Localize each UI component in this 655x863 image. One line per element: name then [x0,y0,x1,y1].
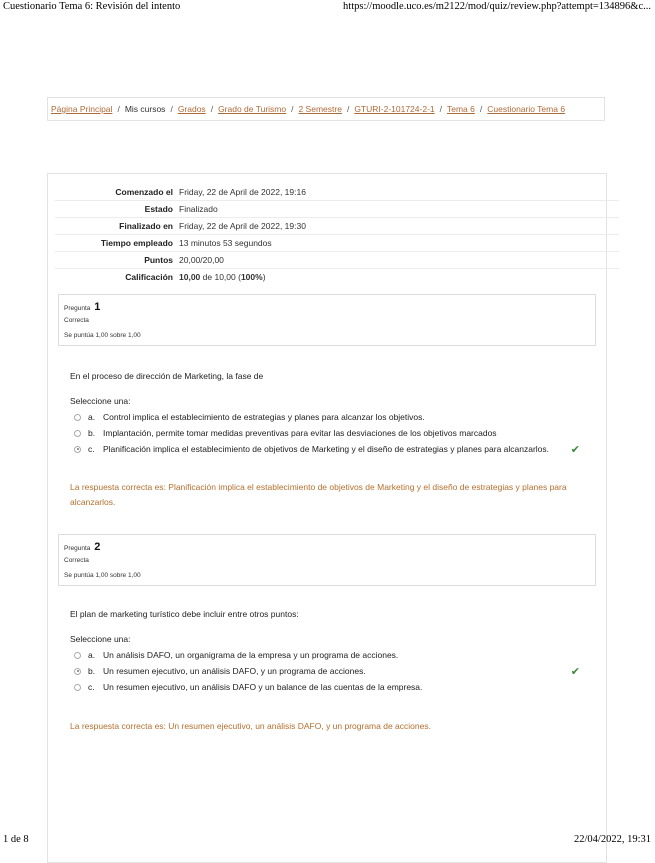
print-header [0,0,655,14]
grade-close: ) [262,272,266,282]
answer-option-a[interactable] [74,410,594,424]
option-letter: b. [88,428,96,438]
option-text: Un resumen ejecutivo, un análisis DAFO, y un programa de acciones. [103,666,366,676]
summary-label: Calificación [125,272,173,282]
summary-value: Friday, 22 de April de 2022, 19:16 [179,187,306,197]
summary-row-points [55,252,619,269]
option-letter: b. [88,666,96,676]
question-info-1 [58,294,596,346]
summary-row-started [55,184,619,201]
option-text: Control implica el establecimiento de estrategias y planes para alcanzar los objetivos. [103,412,425,422]
breadcrumb-grados-link[interactable]: Grados [177,104,206,114]
option-text: Implantación, permite tomar medidas preventivas para evitar las desviaciones de los objetivos marcados [103,428,497,438]
summary-value: Finalizado [179,204,218,214]
question-number: Pregunta 1 [64,301,101,313]
breadcrumb-grado-link[interactable]: Grado de Turismo [218,104,287,114]
summary-value: 20,00/20,00 [179,255,224,265]
answer-option-c[interactable] [74,442,594,456]
summary-value: 13 minutos 53 segundos [179,238,272,248]
breadcrumb-my-courses: Mis cursos [124,104,166,114]
correct-answer-feedback: La respuesta correcta es: Planificación implica el establecimiento de objetivos de Marketing y el diseño de estrategias y planes para alcanzarlos. [70,482,567,507]
summary-label: Comenzado el [115,187,173,197]
print-title: Cuestionario Tema 6: Revisión del intento [3,1,181,12]
summary-row-finished [55,218,619,235]
summary-label: Finalizado en [119,221,173,231]
radio-button[interactable] [74,652,81,659]
option-letter: c. [88,682,95,692]
breadcrumb-separator: / [439,104,442,114]
summary-label: Estado [144,204,173,214]
breadcrumb-tema-link[interactable]: Tema 6 [447,104,475,114]
question-grade: Se puntúa 1,00 sobre 1,00 [64,332,141,339]
radio-button[interactable] [74,414,81,421]
print-footer [0,834,655,848]
option-letter: a. [88,412,96,422]
attempt-summary-table [55,184,619,285]
breadcrumb-home-link[interactable]: Página Principal [51,104,113,114]
correct-check-icon: ✔ [570,665,580,678]
answer-option-a[interactable] [74,648,594,662]
question-text: El plan de marketing turístico debe incluir entre otros puntos: [70,609,299,619]
option-text: Planificación implica el establecimiento de objetivos de Marketing y el diseño de estrategias y planes para alcanzarlos. [103,444,550,454]
question-text: En el proceso de dirección de Marketing, la fase de [70,371,264,381]
breadcrumb-separator: / [291,104,294,114]
radio-button-selected[interactable] [74,668,81,675]
summary-row-grade [55,269,619,286]
summary-value: Friday, 22 de April de 2022, 19:30 [179,221,306,231]
page-number: 1 de 8 [3,834,29,845]
question-state: Correcta [64,557,89,564]
option-text: Un resumen ejecutivo, un análisis DAFO y un balance de las cuentas de la empresa. [103,682,423,692]
radio-button[interactable] [74,684,81,691]
option-letter: a. [88,650,96,660]
question-info-2 [58,534,596,586]
summary-value [179,269,619,286]
breadcrumb [47,97,605,121]
summary-label: Puntos [144,255,173,265]
grade-of: de 10,00 ( [202,272,241,282]
print-datetime: 22/04/2022, 19:31 [573,834,651,845]
correct-answer-feedback: La respuesta correcta es: Un resumen ejecutivo, un análisis DAFO, y un programa de acciones. [70,721,431,731]
grade-score: 10,00 [179,272,201,282]
answer-option-b[interactable] [74,664,594,678]
question-grade: Se puntúa 1,00 sobre 1,00 [64,572,141,579]
question-prompt: Seleccione una: [70,396,131,406]
answer-option-b[interactable] [74,426,594,440]
print-url: https://moodle.uco.es/m2122/mod/quiz/review.php?attempt=134896&c... [343,1,651,12]
summary-row-state [55,201,619,218]
correct-check-icon: ✔ [570,443,580,456]
question-state: Correcta [64,317,89,324]
summary-row-time [55,235,619,252]
radio-button-selected[interactable] [74,446,81,453]
grade-percent: 100% [240,272,263,282]
breadcrumb-semestre-link[interactable]: 2 Semestre [298,104,342,114]
option-text: Un análisis DAFO, un organigrama de la empresa y un programa de acciones. [103,650,399,660]
breadcrumb-separator: / [346,104,350,114]
breadcrumb-course-link[interactable]: GTURI-2-101724-2-1 [354,104,435,114]
breadcrumb-separator: / [210,104,214,114]
breadcrumb-quiz-link[interactable]: Cuestionario Tema 6 [487,104,566,114]
breadcrumb-separator: / [479,104,483,114]
summary-label: Tiempo empleado [100,238,173,248]
breadcrumb-separator: / [117,104,120,114]
question-prompt: Seleccione una: [70,634,131,644]
breadcrumb-separator: / [170,104,173,114]
question-number: Pregunta 2 [64,541,101,553]
option-letter: c. [88,444,95,454]
radio-button[interactable] [74,430,81,437]
answer-option-c[interactable] [74,680,594,694]
